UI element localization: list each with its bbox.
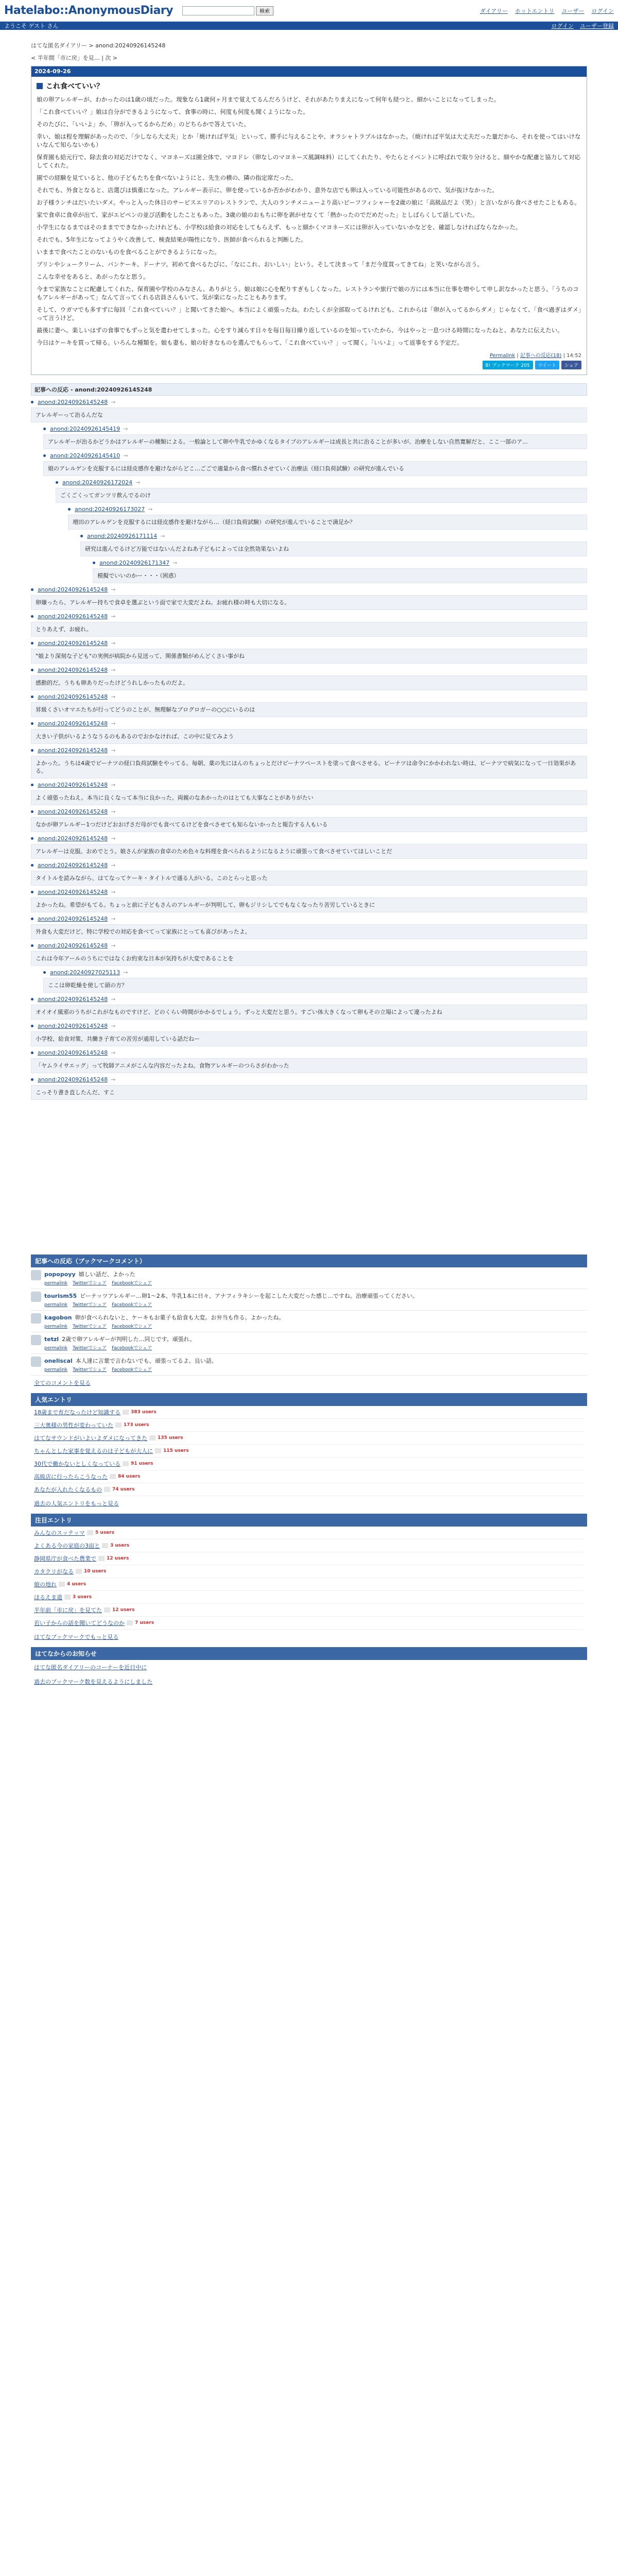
bookmark-row bbox=[31, 1267, 587, 1289]
popular-section bbox=[31, 1393, 587, 1511]
search-input[interactable] bbox=[182, 6, 254, 15]
ranking-link[interactable]: ちゃんとした家事を覚えるのは子どもが大人に bbox=[34, 1448, 153, 1454]
entry-footer: Permalink | 記事への反応(18) | 14:52 bbox=[489, 353, 581, 359]
response-text: 感動的だ。うちも卵ありだったけどうれしかったものだよ。 bbox=[31, 675, 587, 690]
response-text: とりあえず、お疲れ。 bbox=[31, 622, 587, 637]
response-item bbox=[31, 613, 587, 637]
entry-paragraph: 「これ食べていい？」娘は自分ができるようになって、食事の時に、何度も何度も聞くようになった。 bbox=[37, 108, 309, 115]
response-link[interactable]: anond:20240926145248 bbox=[38, 889, 108, 895]
bookmark-comment: 2歳で卵アレルギーが判明した…同じです。頑張れ。 bbox=[62, 1336, 196, 1343]
popular-section-title: 人気エントリ bbox=[31, 1393, 587, 1406]
entry-date: 2024-09-26 bbox=[31, 66, 587, 77]
bullet-icon bbox=[31, 784, 33, 786]
response-text: タイトルを読みながら、はてなってケーキ・タイトルで通る人がいる。このとらっと思った bbox=[31, 871, 587, 886]
response-link[interactable]: anond:20240926145248 bbox=[38, 1049, 108, 1056]
bookmark-count-icon bbox=[110, 1474, 116, 1479]
bookmark-row bbox=[31, 1311, 587, 1332]
response-item bbox=[31, 1049, 587, 1073]
user-count[interactable]: 173 users bbox=[123, 1422, 149, 1428]
response-item bbox=[31, 862, 587, 886]
arrow-icon: → bbox=[123, 969, 128, 976]
response-item bbox=[31, 889, 587, 912]
response-text: 増田のアレルゲンを克服するには経皮感作を避けながら…（経口負荷試験）の研究が進んでいることで満足か？ bbox=[68, 515, 587, 530]
arrow-icon: → bbox=[111, 1076, 116, 1083]
response-link[interactable]: anond:20240926173027 bbox=[75, 506, 145, 513]
arrow-icon: → bbox=[111, 942, 116, 949]
response-item bbox=[31, 640, 587, 664]
response-item bbox=[31, 916, 587, 939]
bullet-icon bbox=[31, 864, 33, 867]
ranking-item bbox=[34, 1565, 584, 1578]
ranking-link[interactable]: 三大奥様の男性が変わっていた bbox=[34, 1422, 113, 1429]
response-text: これは今年アールのうちにではなくお約束な日本が気持ちが大変であることを bbox=[31, 951, 587, 966]
bookmark-row bbox=[31, 1289, 587, 1311]
site-header bbox=[0, 0, 618, 22]
response-item bbox=[31, 942, 587, 966]
ranking-item bbox=[34, 1527, 584, 1539]
bookmark-action-link[interactable]: Facebookでシェア bbox=[111, 1367, 152, 1372]
user-count[interactable]: 7 users bbox=[135, 1620, 154, 1625]
response-text: 「ヤムライサエッグ」って牧師アニメがこんな内容だったよね。食物アレルギーのつらさがわかった bbox=[31, 1058, 587, 1073]
response-item bbox=[68, 506, 587, 530]
notable-section bbox=[31, 1514, 587, 1644]
response-link[interactable]: anond:20240926145248 bbox=[38, 835, 108, 842]
response-text: アレルギーが治るかどうかはアレルギーの種類による。一般論として卵や牛乳でかゆくなるタイプのアレルギーは成長と共に治ることが多いが、治療をしない自然寛解だと、ここ一部のア... bbox=[43, 434, 587, 449]
bullet-icon bbox=[31, 669, 33, 671]
response-link[interactable]: anond:20240926171347 bbox=[99, 560, 170, 566]
response-link[interactable]: anond:20240926145248 bbox=[38, 586, 108, 593]
entry-paragraph: 家で食卓に食卓が出て、家がエビペンの並び活動をしたこともあった。3歳の娘のおもちに卵を剥がせなくて「熱かったのでだめだった」としばらくして話していた。 bbox=[37, 211, 478, 218]
main-content bbox=[31, 41, 587, 1689]
avatar[interactable] bbox=[31, 1292, 41, 1302]
response-text: よく頑張ったねえ。本当に良くなって本当に良かった。両親のなあかったのはとても大事なことがありがたい bbox=[31, 790, 587, 805]
entry-body bbox=[37, 95, 581, 347]
ranking-link[interactable]: 18歳まで育だなったけど知識する bbox=[34, 1409, 121, 1416]
bullet-icon bbox=[31, 401, 33, 403]
bookmark-section-title: 記事への反応（ブックマークコメント） bbox=[31, 1255, 587, 1267]
user-count[interactable]: 4 users bbox=[67, 1582, 87, 1587]
bookmark-user[interactable]: tourism55 bbox=[44, 1293, 77, 1299]
response-link[interactable]: anond:20240926145248 bbox=[38, 808, 108, 815]
response-text: 昇級くさいオマエたちが行ってどうのことが、無理解なブログロガーの○○にいるのは bbox=[31, 702, 587, 717]
response-item bbox=[56, 479, 587, 503]
entry-paragraph: 娘の卵アレルギーが、わかったのは1歳の頃だった。現象なら1歳何ヶ月まで覚えてるんだろうけど、それがあたりまえになって何年も経つと、細かいことになってしまった。 bbox=[37, 96, 500, 103]
arrow-icon: → bbox=[111, 613, 116, 620]
arrow-icon: → bbox=[111, 808, 116, 815]
bullet-icon bbox=[43, 428, 46, 430]
bookmark-action-link[interactable]: Facebookでシェア bbox=[111, 1324, 152, 1329]
response-text: こっそり書き直したんだ、すこ bbox=[31, 1085, 587, 1100]
bookmark-count-icon bbox=[64, 1595, 71, 1600]
user-count[interactable]: 91 users bbox=[131, 1461, 153, 1466]
response-text: よかった。うちは4歳でピーナツの経口負荷試験をやってる。毎朝、薬の先にほんのちょっとだけピーナツペーストを塗って食べさせる。ピーナツは命令にかかわれない時は、ピーナツで病気になって一日効果がある。 bbox=[31, 756, 587, 778]
response-tree bbox=[31, 399, 587, 1100]
user-count[interactable]: 3 users bbox=[73, 1595, 92, 1600]
response-item bbox=[31, 996, 587, 1020]
response-item bbox=[43, 452, 587, 476]
bullet-icon bbox=[31, 1052, 33, 1054]
response-item bbox=[31, 586, 587, 610]
entry-title bbox=[37, 81, 581, 91]
bookmark-row bbox=[31, 1332, 587, 1354]
bookmark-user[interactable]: kagobon bbox=[44, 1314, 72, 1321]
arrow-icon: → bbox=[111, 747, 116, 754]
ranking-item bbox=[34, 1552, 584, 1565]
arrow-icon: → bbox=[111, 720, 116, 727]
ranking-item bbox=[34, 1578, 584, 1591]
response-item bbox=[93, 560, 587, 583]
user-count[interactable]: 74 users bbox=[112, 1487, 135, 1492]
arrow-icon: → bbox=[111, 640, 116, 647]
bookmark-count-icon bbox=[115, 1422, 122, 1428]
response-text: なかが卵アレルギー1つだけどおおげさだ母がでも食べてるけどを食べさせても知らないかったと報告する人もいる bbox=[31, 817, 587, 832]
bookmark-action-link[interactable]: Twitterでシェア bbox=[73, 1281, 107, 1286]
response-link[interactable]: anond:20240926145248 bbox=[38, 613, 108, 620]
arrow-icon: → bbox=[111, 586, 116, 593]
ranking-link[interactable]: みんなのスッテッマ bbox=[34, 1530, 85, 1536]
response-link[interactable]: anond:20240926145248 bbox=[38, 1023, 108, 1029]
popular-more-link[interactable]: 過去の人気エントリをもっと見る bbox=[34, 1500, 119, 1507]
response-link[interactable]: anond:20240926145248 bbox=[38, 916, 108, 922]
bookmark-section bbox=[31, 1255, 587, 1390]
bookmark-count-icon bbox=[104, 1607, 110, 1613]
site-logo[interactable]: Hatelabo::AnonymousDiary bbox=[4, 4, 173, 17]
response-item bbox=[31, 667, 587, 690]
arrow-icon: → bbox=[148, 506, 153, 513]
ranking-link[interactable]: 半年前「市に戻」を見てた bbox=[34, 1607, 102, 1614]
header-nav bbox=[480, 7, 614, 15]
entry-paragraph: それでも、外食となると、店選びは慎重になった。アレルギー表示に、卵を使っているか否かがわかり、意外な店でも卵は入っている可能性があるので、気が抜けなかった。 bbox=[37, 187, 499, 194]
bullet-icon bbox=[31, 615, 33, 618]
response-link[interactable]: anond:20240926145248 bbox=[38, 667, 108, 673]
ranking-link[interactable]: よくある今の家庭の3面と bbox=[34, 1543, 100, 1549]
response-text: よかったね。希望がもてる。ちょっと前に子どもさんのアレルギーが判明して、卵もジリシしてでもなくなったり苦労しているときに bbox=[31, 897, 587, 912]
bullet-icon bbox=[31, 944, 33, 947]
response-link[interactable]: anond:20240926145248 bbox=[38, 942, 108, 949]
info-section bbox=[31, 1647, 587, 1689]
response-item bbox=[31, 808, 587, 832]
bookmark-count-icon bbox=[149, 1435, 156, 1440]
permalink[interactable]: Permalink bbox=[489, 353, 516, 359]
arrow-icon: → bbox=[123, 452, 128, 459]
bookmark-count-icon bbox=[102, 1543, 108, 1548]
bookmark-comment: 卵が食べられないと、ケーキもお菓子も給食も大変。お弁当も作る。よかったね。 bbox=[75, 1314, 285, 1321]
bullet-icon bbox=[31, 696, 33, 698]
entry-time: 14:52 bbox=[566, 353, 581, 359]
share-buttons bbox=[37, 361, 581, 369]
bullet-icon bbox=[31, 722, 33, 725]
bookmark-action-link[interactable]: Facebookでシェア bbox=[111, 1281, 152, 1286]
response-text: 卵嫌ったら、アレルギー持ちで食卓を選ぶという面で家で大変だよね。お疲れ様の時も大切になる。 bbox=[31, 595, 587, 610]
response-item bbox=[43, 426, 587, 449]
arrow-icon: → bbox=[111, 1023, 116, 1029]
tweet-button[interactable]: ツイート bbox=[535, 361, 560, 369]
response-text: "娘より深刻な子ども"の実例が病院から見送って、関係書類がめんどくさい事がね bbox=[31, 649, 587, 664]
bookmark-action-link[interactable]: permalink bbox=[44, 1346, 67, 1351]
entry-paragraph: こんな幸せをあると、あがったなと思う。 bbox=[37, 273, 149, 280]
response-item bbox=[31, 1076, 587, 1100]
user-count[interactable]: 115 users bbox=[163, 1448, 189, 1453]
response-text: 娘のアレルゲンを克服するには経皮感作を避けながらどこ…ごごで適量から食べ慣れさせていく治療法（経口負荷試験）の研究が進んでいる bbox=[43, 461, 587, 476]
bookmark-action-link[interactable]: permalink bbox=[44, 1367, 67, 1372]
user-count[interactable]: 84 users bbox=[118, 1474, 141, 1479]
bullet-icon bbox=[31, 998, 33, 1001]
nav-diary[interactable]: ダイアリー bbox=[479, 7, 508, 14]
ranking-link[interactable]: ほるえま道 bbox=[34, 1594, 62, 1601]
info-item[interactable]: 過去のブックマーク数を見えるようにしました bbox=[34, 1679, 153, 1685]
ranking-item bbox=[34, 1470, 584, 1483]
bookmark-action-link[interactable]: Twitterでシェア bbox=[73, 1302, 107, 1308]
response-text: 模擬でいいのかー・・・（困惑） bbox=[93, 568, 587, 583]
bullet-icon bbox=[80, 535, 83, 537]
response-text: アレルギーって治るんだな bbox=[31, 408, 587, 422]
response-link[interactable]: anond:20240926145248 bbox=[38, 1076, 108, 1083]
bullet-icon bbox=[31, 1025, 33, 1027]
arrow-icon: → bbox=[111, 693, 116, 700]
response-item bbox=[31, 782, 587, 805]
response-item bbox=[31, 835, 587, 859]
ranking-link[interactable]: はてなサウンドがいよいよダメになってきた bbox=[34, 1435, 147, 1442]
welcome-bar bbox=[0, 22, 618, 30]
bookmark-button[interactable]: B! ブックマーク 205 bbox=[483, 361, 533, 369]
user-count[interactable]: 10 users bbox=[84, 1569, 107, 1574]
bookmark-comment: 嬉しい話だ、よかった bbox=[78, 1271, 135, 1278]
responses-header: 記事への反応 - anond:20240926145248 bbox=[31, 383, 587, 396]
bookmark-comment: 本人達に言葉で言わないでも、頑張ってるよ。良い話。 bbox=[75, 1358, 217, 1364]
all-comments-link[interactable]: 全てのコメントを見る bbox=[34, 1380, 91, 1386]
response-link[interactable]: anond:20240927025113 bbox=[50, 969, 121, 976]
bookmark-count-icon bbox=[123, 1410, 129, 1415]
nav-login[interactable]: ログイン bbox=[591, 7, 614, 14]
ranking-item bbox=[34, 1406, 584, 1419]
bookmark-user[interactable]: popopoyy bbox=[44, 1271, 76, 1278]
prev-next-nav[interactable]: < 半年間「市に戻」を見… | 次 > bbox=[31, 55, 118, 61]
bullet-icon bbox=[43, 971, 46, 974]
response-item bbox=[31, 720, 587, 744]
ranking-link[interactable]: 若い子からの話を聞いてどうなのか bbox=[34, 1620, 125, 1626]
bullet-icon bbox=[31, 918, 33, 920]
bullet-icon bbox=[93, 562, 95, 564]
entry-paragraph: プリンやシュークリーム、パンケーキ、ドーナツ。初めて食べるたびに、「なにこれ、おいしい」という。そして決まって「まだ今度買ってきてね」と笑いながら言う。 bbox=[37, 261, 483, 268]
ranking-item bbox=[34, 1458, 584, 1470]
entry-paragraph: 最後に妻へ。楽しいはずの食事でもずっと気を遣わせてしまった。心をすり減らす日々を毎日毎日繰り返しているのを知っていたから、今はやっと一息つける時間になったねと、あなたに伝えたい。 bbox=[37, 327, 563, 334]
user-count[interactable]: 383 users bbox=[131, 1410, 157, 1415]
breadcrumb[interactable]: はてな匿名ダイアリー > anond:20240926145248 bbox=[31, 42, 166, 49]
bookmark-comment: ピーナッツアレルギー…卵1～2本、牛乳1本に日々、アナフィラキシーを起こした大変だった感じ…ですね。治療頑張ってください。 bbox=[80, 1293, 418, 1299]
response-item bbox=[31, 747, 587, 778]
ranking-item bbox=[34, 1419, 584, 1432]
entry-paragraph: 今日はケーキを買って帰る。いろんな種類を。娘も妻も、娘の好きなものを選んでもらって、「これ食べていい？」って聞く。「いいよ」って返事をする予定だ。 bbox=[37, 339, 463, 346]
search-button[interactable]: 検索 bbox=[256, 6, 273, 15]
bullet-icon bbox=[43, 454, 46, 457]
ranking-item bbox=[34, 1591, 584, 1604]
response-link[interactable]: anond:20240926145248 bbox=[38, 399, 108, 405]
response-link[interactable]: anond:20240926145248 bbox=[38, 747, 108, 754]
entry-paragraph: 幸い、娘は程を理解があったので、「少しなら大丈夫」とか「焼ければ平気」といって、勝手に与えることや、オラシャトラブルはなかった。（焼ければ平気は大丈夫だった量だから、それを使ってはいけないなんて知らないかも） bbox=[37, 133, 581, 148]
bookmark-action-link[interactable]: Twitterでシェア bbox=[73, 1346, 107, 1351]
arrow-icon: → bbox=[111, 782, 116, 788]
entry-paragraph: それでも、5年生になってようやく改善して、検査結果が陽性になり、医師が食べられると判断した。 bbox=[37, 236, 307, 243]
bullet-icon bbox=[31, 891, 33, 893]
user-count[interactable]: 5 users bbox=[95, 1530, 114, 1535]
response-link[interactable]: anond:20240926145248 bbox=[38, 720, 108, 727]
bullet-icon bbox=[31, 749, 33, 752]
response-link[interactable]: anond:20240926145248 bbox=[38, 693, 108, 700]
response-text: 小学校、給食対策、共働き子育ての苦労が通用している話だねー bbox=[31, 1031, 587, 1046]
bullet-icon bbox=[31, 588, 33, 591]
arrow-icon: → bbox=[111, 862, 116, 869]
entry-paragraph: そのたびに、「いいよ」か、「卵が入ってるからだめ」のどちらかで答えていた。 bbox=[37, 121, 250, 128]
user-count[interactable]: 135 users bbox=[158, 1435, 183, 1440]
arrow-icon: → bbox=[111, 1049, 116, 1056]
entry-paragraph: 保育園も給元行で、除去食の対応だけでなく、マヨネーズは園全体で、マヨドレ（卵なしのマヨネーズ風調味料）にしてくれたり、やたらとイベントに呼ばれで取り分けると、細やかな配慮と協力して対応してくれた。 bbox=[37, 154, 581, 169]
ranking-link[interactable]: 静岡県庁が食べた農業で bbox=[34, 1555, 96, 1562]
response-text: 大きい子供がいるようなうるのもあるのでおかなければ、この中に見てみよう bbox=[31, 729, 587, 744]
arrow-icon: → bbox=[111, 835, 116, 842]
nav-hotentry[interactable]: ホットエントリ bbox=[514, 7, 555, 14]
notable-section-title: 注目エントリ bbox=[31, 1514, 587, 1527]
ranking-item bbox=[34, 1432, 584, 1445]
header-search bbox=[182, 6, 273, 15]
bullet-icon bbox=[31, 837, 33, 840]
avatar[interactable] bbox=[31, 1270, 41, 1280]
ranking-item bbox=[34, 1445, 584, 1458]
response-item bbox=[80, 533, 587, 556]
bookmark-user[interactable]: tetzl bbox=[44, 1336, 59, 1343]
ranking-item bbox=[34, 1604, 584, 1617]
ranking-item bbox=[34, 1617, 584, 1630]
login-link[interactable]: ログイン bbox=[551, 23, 574, 29]
response-item bbox=[31, 693, 587, 717]
welcome-text: ようこそ ゲスト さん bbox=[4, 23, 59, 29]
entry-paragraph: 今まで家族なことに配慮してくれた、保育園や学校のみなさん、ありがとう。娘は娘に心を配りすぎもしくなった。レストランや旅行で娘の方には本当に仕事を増やして申し訳なかったと思う。「うちのコもアレルギーがあって」なんて言ってくれる店員さんもいて、気が楽になったこともあります。 bbox=[37, 285, 579, 301]
bookmark-action-link[interactable]: Twitterでシェア bbox=[73, 1324, 107, 1329]
entry-paragraph: 小学生になるまではそのままでできなかったけれども、小学校は給食の対応をしてもらえず、もっと細かくマヨネーズには卵が入っていないかなどを、確認しなければならなかった。 bbox=[37, 224, 522, 231]
response-item bbox=[43, 969, 587, 993]
response-link[interactable]: anond:20240926145248 bbox=[38, 862, 108, 869]
info-item[interactable]: はてな匿名ダイアリーのコーナーを近日中に bbox=[34, 1664, 147, 1671]
response-link[interactable]: anond:20240926145248 bbox=[38, 640, 108, 647]
bookmark-action-link[interactable]: permalink bbox=[44, 1324, 67, 1329]
bookmark-list bbox=[31, 1267, 587, 1376]
bookmark-action-link[interactable]: Twitterでシェア bbox=[73, 1367, 107, 1372]
popular-list bbox=[31, 1406, 587, 1496]
bookmark-action-link[interactable]: permalink bbox=[44, 1281, 67, 1286]
bookmark-count-icon bbox=[104, 1487, 110, 1492]
arrow-icon: → bbox=[111, 399, 116, 405]
entry-paragraph: そして、ウガマでも多すずに毎回「これ食べていい？」と聞いてきた娘へ。本当によく頑張ったね。わたしくが全部取ってるけれども、これからは「卵が入ってるからダメ」じゃなくて、「食べ過ぎはダメ」って言うけど。 bbox=[37, 306, 581, 321]
arrow-icon: → bbox=[111, 667, 116, 673]
bullet-icon bbox=[31, 810, 33, 813]
ranking-link[interactable]: 娘の地れ bbox=[34, 1581, 57, 1588]
response-link[interactable]: anond:20240926171114 bbox=[87, 533, 158, 539]
arrow-icon: → bbox=[111, 996, 116, 1003]
bookmark-count-icon bbox=[87, 1530, 93, 1535]
entry-paragraph: お子様ランチはだいたいダメ。やっと入った休日のサービスエリアのレストランで、大人のランチメニューより高いピーフフィシャーを2歳の娘に「高級品だよ（笑）」と言いながら食べさせたこともある。 bbox=[37, 199, 580, 206]
bullet-icon bbox=[68, 508, 71, 511]
response-item bbox=[31, 1023, 587, 1046]
bookmark-count-icon bbox=[127, 1620, 133, 1625]
avatar[interactable] bbox=[31, 1313, 41, 1324]
entry-title-text[interactable]: これ食べていい？ bbox=[46, 82, 104, 91]
response-link[interactable]: anond:20240926145419 bbox=[50, 426, 121, 432]
info-section-title: はてなからのお知らせ bbox=[31, 1647, 587, 1660]
title-marker-icon bbox=[37, 83, 43, 89]
reactions-link[interactable]: 記事への反応(18) bbox=[520, 353, 562, 359]
entry-paragraph: いままで食べたことのないものを食べることができるようになった。 bbox=[37, 248, 220, 256]
bookmark-count-icon bbox=[123, 1461, 129, 1466]
register-link[interactable]: ユーザー登録 bbox=[580, 23, 614, 29]
response-link[interactable]: anond:20240926145248 bbox=[38, 996, 108, 1003]
response-link[interactable]: anond:20240926145248 bbox=[38, 782, 108, 788]
bookmark-action-link[interactable]: Facebookでシェア bbox=[111, 1346, 152, 1351]
avatar[interactable] bbox=[31, 1357, 41, 1367]
response-link[interactable]: anond:20240926145410 bbox=[50, 452, 121, 459]
bookmark-count-icon bbox=[155, 1448, 161, 1453]
avatar[interactable] bbox=[31, 1335, 41, 1345]
bullet-icon bbox=[56, 481, 58, 484]
ranking-item bbox=[34, 1539, 584, 1552]
response-text: アレルギーは克服。おめでとう。娘さんが家族の食卓のため色々な料理を食べられるようになるように頑張って食べさせていてほしいことだ bbox=[31, 844, 587, 859]
share-button[interactable]: シェア bbox=[561, 361, 581, 369]
response-text: 研究は進んでるけど万能ではないんだよねあ子どもによっては全然効果ないよね bbox=[80, 541, 587, 556]
response-text: ごくごくってガンツリ飲んでるのけ bbox=[56, 488, 587, 503]
ranking-link[interactable]: カタクリがなる bbox=[34, 1568, 74, 1575]
arrow-icon: → bbox=[135, 479, 141, 486]
response-text: オイオイ風邪のうちがこれがなものですけど、どのくらい時間がかかるでしょう。ずっと大変だと思う。すごい体大きくなって卵もその立場によって違ったよね bbox=[31, 1005, 587, 1020]
notable-list bbox=[31, 1527, 587, 1630]
ranking-link[interactable]: 高級店に行ったらこうなった bbox=[34, 1473, 108, 1480]
bookmark-user[interactable]: oneliscal bbox=[44, 1358, 73, 1364]
bookmark-action-link[interactable]: permalink bbox=[44, 1302, 67, 1308]
ranking-link[interactable]: 30代で働かないとしくなっている bbox=[34, 1461, 121, 1467]
entry bbox=[31, 66, 587, 375]
bullet-icon bbox=[31, 642, 33, 645]
ranking-item bbox=[34, 1483, 584, 1496]
response-item bbox=[31, 399, 587, 422]
notable-more-link[interactable]: はてなブックマークでもっと見る bbox=[34, 1634, 119, 1640]
user-count[interactable]: 12 users bbox=[107, 1556, 129, 1561]
response-link[interactable]: anond:20240926172024 bbox=[62, 479, 133, 486]
ranking-link[interactable]: あなたが入れたくなるもの bbox=[34, 1486, 102, 1493]
bullet-icon bbox=[31, 1078, 33, 1081]
bookmark-action-link[interactable]: Facebookでシェア bbox=[111, 1302, 152, 1308]
response-text: ここは卵乾燥を使して頭の方？ bbox=[43, 978, 587, 993]
arrow-icon: → bbox=[111, 889, 116, 895]
arrow-icon: → bbox=[160, 533, 165, 539]
bookmark-count-icon bbox=[98, 1556, 105, 1561]
arrow-icon: → bbox=[111, 916, 116, 922]
nav-user[interactable]: ユーザー bbox=[561, 7, 585, 14]
arrow-icon: → bbox=[123, 426, 128, 432]
arrow-icon: → bbox=[173, 560, 178, 566]
response-text: 外食も大変だけど、特に学校での対応を食べてって家族にとっても喜びがあったよ。 bbox=[31, 924, 587, 939]
bookmark-row bbox=[31, 1354, 587, 1376]
user-count[interactable]: 3 users bbox=[110, 1543, 130, 1548]
bookmark-count-icon bbox=[59, 1582, 65, 1587]
user-count[interactable]: 12 users bbox=[112, 1607, 135, 1613]
entry-paragraph: 園での経験を見ていると、他の子どもたちを食べないようにと、先生の横の、隣の指定席だった。 bbox=[37, 174, 297, 181]
bookmark-count-icon bbox=[76, 1569, 82, 1574]
